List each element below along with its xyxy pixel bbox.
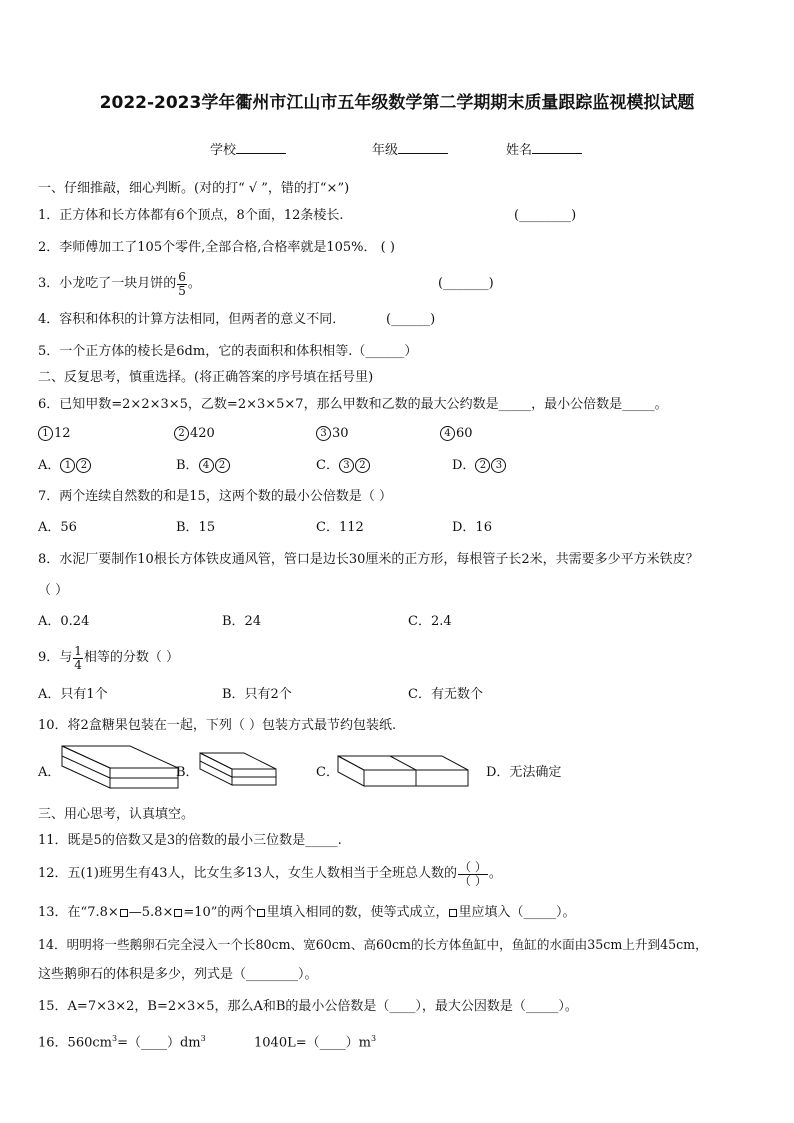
- circled-number: 4: [440, 426, 455, 441]
- question-12: [38, 856, 502, 892]
- fraction-numerator: 1: [74, 643, 82, 658]
- q9-option-c[interactable]: C．有无数个: [408, 687, 483, 702]
- answer-letter: D．: [452, 458, 476, 473]
- circled-number: 2: [215, 458, 230, 473]
- square-placeholder-icon: [174, 909, 182, 917]
- school-label: 学校: [210, 143, 237, 158]
- q7-option-d[interactable]: D．16: [452, 520, 492, 535]
- question-15: 15．A=7×3×2，B=2×3×5，那么A和B的最小公倍数是（____），最大公因数是（_____）。: [38, 999, 578, 1014]
- fraction-denominator: 4: [74, 657, 82, 672]
- answer-letter: C．: [316, 458, 339, 473]
- question-10: 10．将2盒糖果包装在一起，下列（ ）包装方式最节约包装纸.: [38, 718, 397, 733]
- question-14-line-2: 这些鹅卵石的体积是多少，列式是（________）。: [38, 967, 318, 982]
- question-2: 2．李师傅加工了105个零件,全部合格,合格率就是105%． ( ): [38, 240, 395, 255]
- question-12-text: 12．五(1)班男生有43人，比女生多13人，女生人数相当于全班总人数的: [38, 866, 458, 881]
- fraction-numerator: 6: [178, 269, 186, 284]
- q10-option-d[interactable]: D．无法确定: [486, 765, 562, 780]
- circled-number: 2: [174, 426, 189, 441]
- circled-number: 2: [355, 458, 370, 473]
- grade-field[interactable]: [372, 141, 448, 160]
- question-8: 8．水泥厂要制作10根长方体铁皮通风管，管口是边长30厘米的正方形，每根管子长2米，共需要多少平方米铁皮？: [38, 552, 699, 567]
- question-4-answer[interactable]: (______): [386, 312, 436, 327]
- square-placeholder-icon: [120, 909, 128, 917]
- q8-option-c[interactable]: C．2.4: [408, 614, 452, 629]
- q6-answer-d[interactable]: [452, 457, 507, 475]
- q6-option-4[interactable]: [440, 425, 473, 443]
- option-value: 420: [190, 426, 215, 441]
- question-12-fraction[interactable]: [458, 861, 488, 888]
- question-13-part-3: =10”的两个: [183, 905, 257, 920]
- q10-option-b-box-figure[interactable]: [198, 751, 278, 787]
- circled-number: 4: [199, 458, 214, 473]
- circled-number: 1: [60, 458, 75, 473]
- q7-option-c[interactable]: C．112: [316, 520, 364, 535]
- question-13-part-5: 里应填入（_____）。: [458, 905, 576, 920]
- question-3-answer[interactable]: (_______): [438, 276, 494, 291]
- question-14-line-1: 14．明明将一些鹅卵石完全浸入一个长80cm、宽60cm、高60cm的长方体鱼缸中，鱼缸的水面由35cm上升到45cm，: [38, 937, 708, 952]
- fraction-numerator-blank[interactable]: （ ）: [459, 859, 487, 874]
- name-field[interactable]: [506, 141, 582, 160]
- q8-option-a[interactable]: A．0.24: [38, 614, 90, 629]
- q10-option-a-label[interactable]: A．: [38, 765, 61, 780]
- section-3-heading: 三、用心思考，认真填空。: [38, 807, 195, 822]
- question-4: 4．容积和体积的计算方法相同，但两者的意义不同．: [38, 312, 346, 327]
- question-16-part-2: [254, 1030, 376, 1052]
- question-11: 11．既是5的倍数又是3的倍数的最小三位数是_____.: [38, 833, 342, 848]
- question-3-fraction: [177, 271, 187, 298]
- section-2-heading: 二、反复思考，慎重选择。(将正确答案的序号填在括号里): [38, 370, 374, 385]
- q6-option-1[interactable]: [38, 425, 71, 443]
- circled-number: 3: [316, 426, 331, 441]
- question-3-text: 3．小龙吃了一块月饼的: [38, 276, 177, 291]
- name-blank[interactable]: [532, 141, 582, 154]
- question-9-fraction: [73, 645, 83, 672]
- option-value: 12: [54, 426, 71, 441]
- grade-blank[interactable]: [398, 141, 448, 154]
- q8-option-b[interactable]: B．24: [222, 614, 262, 629]
- option-value: 30: [332, 426, 349, 441]
- question-8-answer[interactable]: （ ）: [38, 583, 69, 598]
- page-title: 2022-2023学年衢州市江山市五年级数学第二学期期末质量跟踪监视模拟试题: [99, 93, 695, 113]
- q6-answer-c[interactable]: [316, 457, 371, 475]
- question-9-end: 相等的分数（ ）: [83, 650, 180, 665]
- question-5: 5．一个正方体的棱长是6dm，它的表面积和体积相等.（______）: [38, 344, 418, 359]
- question-3: [38, 267, 201, 301]
- question-1-answer[interactable]: (________): [514, 208, 577, 223]
- answer-letter: A．: [38, 458, 61, 473]
- q10-option-a-box-figure[interactable]: [60, 744, 180, 790]
- q7-option-a[interactable]: A．56: [38, 520, 77, 535]
- question-3-end: 。: [187, 276, 201, 291]
- question-16-part-1: [38, 1030, 206, 1052]
- section-1-heading: 一、仔细推敲，细心判断。(对的打“ √ ”，错的打“×”): [38, 181, 350, 196]
- fraction-denominator: 5: [178, 283, 186, 298]
- circled-number: 2: [76, 458, 91, 473]
- q7-option-b[interactable]: B．15: [176, 520, 216, 535]
- q16-conversion-2: 1040L=（____）m: [254, 1035, 371, 1051]
- question-6: 6．已知甲数=2×2×3×5，乙数=2×3×5×7，那么甲数和乙数的最大公约数是_____，最小公倍数是_____。: [38, 397, 668, 412]
- question-9: [38, 640, 179, 676]
- grade-label: 年级: [372, 143, 399, 158]
- circled-number: 1: [38, 426, 53, 441]
- question-12-end: 。: [488, 866, 502, 881]
- question-13-part-1: 13．在“7.8×: [38, 905, 119, 920]
- answer-letter: B．: [176, 458, 199, 473]
- q10-option-c-label[interactable]: C．: [316, 765, 339, 780]
- q10-option-b-label[interactable]: B．: [176, 765, 199, 780]
- circled-number: 3: [339, 458, 354, 473]
- q16-value-1: 16．560cm: [38, 1035, 112, 1051]
- q6-option-3[interactable]: [316, 425, 349, 443]
- question-1: 1．正方体和长方体都有6个顶点，8个面，12条棱长.: [38, 208, 344, 223]
- question-7: 7．两个连续自然数的和是15，这两个数的最小公倍数是（ ）: [38, 489, 392, 504]
- question-13-part-4: 里填入相同的数，使等式成立，: [266, 905, 449, 920]
- q9-option-a[interactable]: A．只有1个: [38, 687, 108, 702]
- superscript: 3: [370, 1034, 377, 1043]
- option-value: 60: [456, 426, 473, 441]
- name-label: 姓名: [506, 143, 533, 158]
- square-placeholder-icon: [449, 909, 457, 917]
- circled-number: 2: [475, 458, 490, 473]
- q6-option-2[interactable]: [174, 425, 215, 443]
- question-9-text: 9．与: [38, 650, 73, 665]
- school-blank[interactable]: [236, 141, 286, 154]
- q6-answer-b[interactable]: [176, 457, 231, 475]
- fraction-denominator-blank[interactable]: （ ）: [459, 873, 487, 888]
- q9-option-b[interactable]: B．只有2个: [222, 687, 292, 702]
- question-13: [38, 904, 575, 922]
- superscript: 3: [111, 1034, 118, 1043]
- q6-answer-a[interactable]: [38, 457, 92, 475]
- q10-option-c-box-figure[interactable]: [336, 754, 470, 788]
- school-field[interactable]: [210, 141, 286, 160]
- square-placeholder-icon: [257, 909, 265, 917]
- question-13-part-2: —5.8×: [128, 905, 174, 920]
- superscript: 3: [200, 1034, 206, 1043]
- q16-conversion-1: =（____）dm: [117, 1035, 201, 1051]
- circled-number: 3: [491, 458, 506, 473]
